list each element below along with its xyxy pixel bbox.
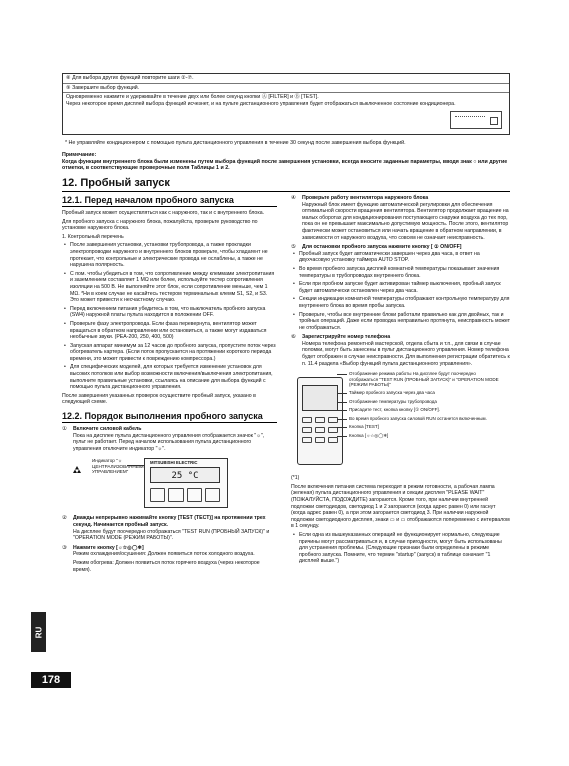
mitsubishi-logo-icon: [72, 466, 82, 476]
list-item: • Проверьте, чтобы все внутренние блоки работали правильно как для двойных, так и тройных операций. Даже если проводка неправильно протянута, неисправность может не отображаться.: [291, 312, 510, 332]
step-text: Режим охлаждения/осушения: Должен появиться поток холодного воздуха.: [73, 551, 255, 558]
function-selection-box: [62, 73, 510, 135]
step-text: Пока на дисплее пульта дистанционного управления отображается значок "☼", пульт не работает. Перед началом использования пульта дистанционного управления отключите индикатор "☼".: [73, 432, 265, 452]
remote-screen: 25 °C: [150, 467, 220, 483]
box-line-1: Одновременно нажмите и удерживайте в течение двух или более секунд кнопки Ⓐ [FILTER] и Ⓑ [TEST].: [66, 94, 319, 100]
remote-screen: [302, 385, 338, 411]
language-label: RU: [34, 626, 43, 638]
brand-label: MITSUBISHI ELECTRIC: [150, 460, 198, 466]
figure-callouts: [349, 371, 505, 441]
box-line-2: Через некоторое время дисплей выбора функций исчезнет, и на пульте дистанционного управления будет отображаться выключенное состояние кондиционера.: [66, 100, 456, 107]
remote-button[interactable]: [315, 417, 325, 423]
step-number-icon: ④: [291, 195, 297, 201]
callout-label: Присадите тест, кнопка кнопку [① ON/OFF].: [349, 407, 505, 412]
step-text: Наружный блок имеет функцию автоматической регулировки для обеспечения оптимальной скорости вращения вентилятора. Вентилятор продолжает вращение на малых оборотах для кондиционирования поступающего снаружи воздуха до тех пор, пока он не превышает максимально допустимую мощность. После этого, вентилятор фактически может остановиться или начать вращение в обратном направлении, в зависимости от наружного воздуха, что совсем не означает неисправность.: [302, 201, 509, 241]
remote-test-figure: [291, 371, 510, 471]
step-number-icon: ②: [62, 515, 68, 522]
callout-label: Таймер пробного запуска через два часа: [349, 390, 505, 395]
step-number-icon: ①: [62, 426, 68, 433]
paragraph: После завершения указанных проверок осуществите пробный запуск, указано в следующей схеме.: [62, 392, 256, 406]
paragraph: Для пробного запуска с наружного блока, пожалуйста, проверьте руководство по установке наружного блока.: [62, 218, 258, 232]
remote-button[interactable]: [328, 437, 338, 443]
step-title: Зарегистрируйте номер телефона: [302, 334, 391, 341]
step-text: На дисплее будут поочередно отображаться "TEST RUN (ПРОБНЫЙ ЗАПУСК)" и "OPERATION MODE (РЕЖИМ РАБОТЫ)".: [73, 528, 270, 542]
callout-label: Кнопка [TEST]: [349, 424, 505, 429]
subsection-title-12-1: 12.1. Перед началом пробного запуска: [62, 195, 277, 207]
section-title: 12. Пробный запуск: [62, 177, 510, 192]
indicator-label: Индикатор "☼ ЦЕНТРАЛИЗОВАННЫМ УПРАВЛЕНИЕМ": [92, 458, 144, 475]
note-block: [62, 152, 510, 172]
checklist-heading: 1. Контрольный перечень: [62, 233, 124, 240]
step-title: Нажмите кнопку [☼☆◎◯❄]: [73, 544, 144, 551]
callout-label: Отображение температуры трубопровода: [349, 399, 505, 404]
remote-button[interactable]: [302, 427, 312, 433]
list-item: • Во время пробного запуска дисплей комнатной температуры показывает значения температуры в трубопроводах внутреннего блока.: [291, 266, 510, 279]
step-2: [62, 515, 277, 528]
left-column: [62, 195, 277, 575]
callout-label: Отображение режима работы На дисплее будут поочередно отображаться "TEST RUN (ПРОБНЫЙ ЗАПУСК)" и "OPERATION MODE (РЕЖИМ РАБОТЫ)": [349, 371, 505, 387]
footnote-text: После включения питания система переходит в режим готовности, а рабочая лампа (зеленая) пульта дистанционного управления и секции дисплея "PLEASE WAIT" (ПОЖАЛУЙСТА, ПОДОЖДИТЕ) загораются. Кроме того, при наличии внутренней подложки светодиодов, светодиод 1 и 2 загораются (когда адрес равен 0) или гаснут (когда адрес равен 0), а при этом загорается светодиод 3. При наличии наружной подложки светодиодного дисплея, знаки ▭ и ▭ отображаются попеременно с интервалом в 1 секунду.: [291, 483, 510, 530]
note-remote-wait: * Не управляйте кондиционером с помощью пульта дистанционного управления в течение 30 секунд после завершения выбора функций.: [65, 140, 406, 146]
list-item: • После завершения установки, установки трубопровода, а также прокладки электропроводки наружного и внутреннего блоков проверьте, чтобы хладагент не протекает, что контрольные и электрические провода не ослаблены, а также не нарушена полярность.: [62, 242, 277, 268]
step-title: Включите силовой кабель: [73, 426, 142, 433]
mode-button[interactable]: [328, 427, 338, 433]
box-row-step9-detail: [63, 92, 509, 134]
language-tab: [31, 612, 46, 652]
footnote-mark: (*1): [291, 475, 300, 482]
list-item: • Пробный запуск будет автоматически завершен через два часа, в ответ на двухчасовую установку таймера AUTO STOP.: [291, 251, 510, 264]
step-title: Для остановки пробного запуска нажмите кнопку [ ① ON/OFF]: [302, 244, 462, 251]
step-3: [62, 545, 277, 552]
remote-button[interactable]: [150, 488, 165, 502]
page-number: 178: [31, 672, 71, 688]
step-6: [291, 334, 510, 341]
box-row-step9: ⑨ Завершите выбор функций.: [63, 83, 509, 93]
list-item: • Если одна из вышеуказанных операций не функционирует нормально, следующие причины могут рассматриваться и, в случае пригодности, могут быть использованы для устранения проблемы. (Следующие признаки были определены в режиме пробного запуска. Помните, что термин "startup" (запуск) в таблице означает "1 дисплей выше."): [291, 532, 510, 565]
test-button[interactable]: [315, 427, 325, 433]
remote-button[interactable]: [302, 437, 312, 443]
step-text: Режим обогрева: Должен появиться поток горячего воздуха (через некоторое время).: [73, 559, 260, 573]
remote-button[interactable]: [168, 488, 183, 502]
remote-button[interactable]: [205, 488, 220, 502]
list-item: • Для специфических моделей, для которых требуется изменение установок для высоких потолков или выбор возможности включения/выключения электропитания, выполните правильные установки, ссылаясь на описание для выбора функций с помощью пульта дистанционного управления.: [62, 364, 277, 390]
remote-button[interactable]: [187, 488, 202, 502]
step-number-icon: ③: [62, 544, 68, 551]
list-item: • С пом. чтобы убедиться в том, что сопротивление между клеммами электропитания и заземлением составляет 1 МΩ или более, используйте тестер сопротивления изоляции на 500 В. Не выполняйте этот блок, если сопротивление меньше, чем 1 МΩ. *Ни в коем случае не касайтесь тестером терминальных клемм S1, S2, и S3. Это может привести к несчастному случаю.: [62, 271, 277, 304]
note-body: Когда функции внутреннего блока были изменены путем выбора функций после завершения установки, всегда вносите заданные параметры, вводя знак ○ или другие отметки, в соответствующие проверочные поля Таблицы 1 и 2.: [62, 158, 508, 172]
step-title: Дважды непрерывно нажимайте кнопку [TEST (ТЕСТ)] на протяжении трех секунд. Начинается пробный запуск.: [73, 515, 266, 528]
step-1: [62, 426, 277, 433]
list-item: • Перед включением питания убедитесь в том, что выключатель пробного запуска (SW4) наружной платы пульта находится в положении OFF.: [62, 306, 277, 319]
box-row-step8: ⑧ Для выбора других функций повторите шаги ②-⑦.: [66, 75, 194, 81]
remote-controller-figure: [72, 456, 277, 511]
subsection-title-12-2: 12.2. Порядок выполнения пробного запуска: [62, 411, 277, 423]
remote-button[interactable]: [302, 417, 312, 423]
paragraph: Пробный запуск может осуществляться как с наружного, так и с внутреннего блока.: [62, 210, 265, 216]
step-title: Проверьте работу вентилятора наружного блока: [302, 195, 429, 201]
list-item: • Если при пробном запуске будет активирован таймер выключения, пробный запуск будет автоматически остановлен через два часа.: [291, 281, 510, 294]
lcd-display-illustration: [450, 111, 502, 129]
step-text: Номера телефона ремонтной мастерской, отдела сбыта и т.п., для связи в случае поломки, могут быть занесены в пульт дистанционного управления. Номер телефона будет отображен в случае неисправности. Для выполнения регистрации обратитесь к п. 11.4 раздела «Выбор функций пульта дистанционного управления».: [302, 340, 510, 367]
remote-button-row: [150, 488, 220, 502]
callout-label: Кнопка [☼☆◎◯❄]: [349, 433, 505, 438]
step-number-icon: ⑥: [291, 334, 297, 341]
list-item: • Проверьте фазу электропровода. Если фаза перевернута, вентилятор может вращаться в обратном направлении или остановиться, а также могут издаваться необычные звуки. (PEA-200, 250, 400, 500): [62, 321, 277, 341]
right-column: [291, 195, 510, 567]
remote-button[interactable]: [315, 437, 325, 443]
step-number-icon: ⑤: [291, 244, 297, 251]
step-4: [291, 195, 510, 202]
list-item: • Секции индикации комнатной температуры отображают контрольную температуру для внутреннего блока во время пробы запуска.: [291, 296, 510, 309]
list-item: • Запуская аппарат минимум за 12 часов до пробного запуска, пропустите поток через обогреватель картера. (Если поток пропускается на протяжении короткого периода времени, это может привести к повреждению компрессора.): [62, 343, 277, 363]
callout-label: Во время пробного запуска силовой RUN останется включенным.: [349, 416, 505, 421]
note-title: Примечание:: [62, 152, 97, 158]
step-5: [291, 244, 510, 251]
